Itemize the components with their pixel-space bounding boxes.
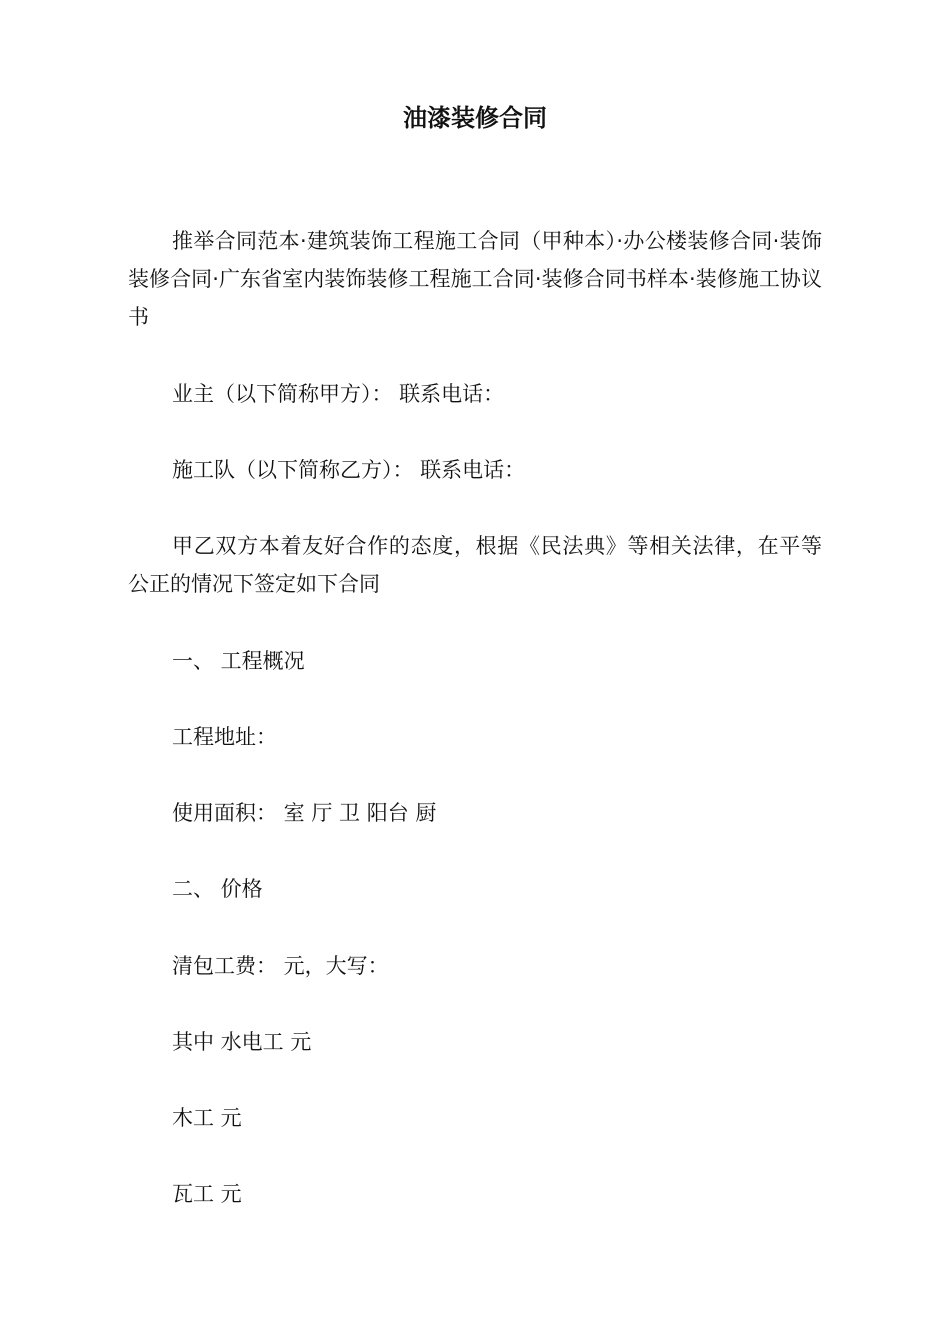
plumbing-electrical-line: 其中 水电工 元	[172, 1030, 312, 1054]
tiling-line: 瓦工 元	[172, 1182, 242, 1206]
agreement-intro-paragraph: 甲乙双方本着友好合作的态度，根据《民法典》等相关法律，在平等公正的情况下签定如下合同	[128, 534, 822, 596]
document-title: 油漆装修合同	[403, 104, 547, 132]
section-heading-price: 二、 价格	[172, 877, 263, 901]
section-heading-project-overview: 一、 工程概况	[172, 649, 305, 673]
carpentry-line: 木工 元	[172, 1106, 242, 1130]
recommended-templates-paragraph: 推举合同范本·建筑装饰工程施工合同（甲种本）·办公楼装修合同·装饰装修合同·广东省室内装饰装修工程施工合同·装修合同书样本·装修施工协议书	[128, 229, 822, 329]
owner-line: 业主（以下简称甲方）： 联系电话：	[172, 382, 505, 406]
labor-fee-line: 清包工费： 元，大写：	[172, 954, 389, 978]
usable-area-line: 使用面积： 室 厅 卫 阳台 厨	[172, 801, 437, 825]
project-address-line: 工程地址：	[172, 725, 277, 749]
contractor-line: 施工队（以下简称乙方）： 联系电话：	[172, 458, 526, 482]
